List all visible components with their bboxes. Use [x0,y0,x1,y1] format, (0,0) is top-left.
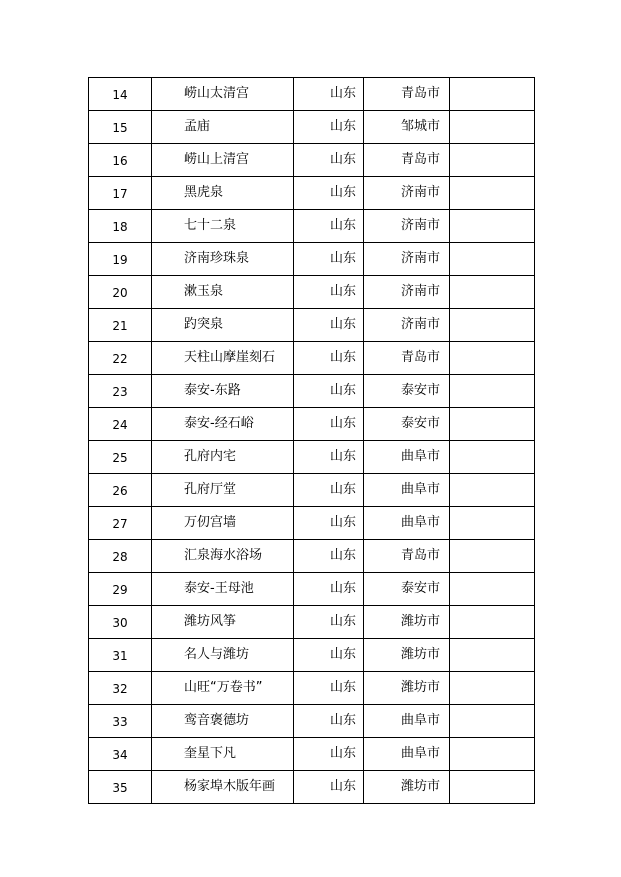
city-cell: 泰安市 [364,573,450,606]
site-name-cell: 名人与潍坊 [152,639,294,672]
row-number-cell: 25 [89,441,152,474]
note-cell [450,177,535,210]
table-row [89,705,535,738]
row-number-cell: 33 [89,705,152,738]
site-name-cell: 鸾音褒德坊 [152,705,294,738]
province-cell: 山东 [294,639,364,672]
province-cell: 山东 [294,507,364,540]
table-row [89,210,535,243]
site-name-cell: 济南珍珠泉 [152,243,294,276]
row-number-cell: 27 [89,507,152,540]
site-name-cell: 泰安-王母池 [152,573,294,606]
table-row [89,177,535,210]
row-number-cell: 34 [89,738,152,771]
province-cell: 山东 [294,573,364,606]
note-cell [450,408,535,441]
table-row [89,507,535,540]
row-number-cell: 28 [89,540,152,573]
row-number-cell: 31 [89,639,152,672]
province-cell: 山东 [294,276,364,309]
site-name-cell: 孟庙 [152,111,294,144]
note-cell [450,375,535,408]
city-cell: 潍坊市 [364,606,450,639]
province-cell: 山东 [294,441,364,474]
province-cell: 山东 [294,111,364,144]
row-number-cell: 22 [89,342,152,375]
city-cell: 济南市 [364,210,450,243]
city-cell: 济南市 [364,243,450,276]
note-cell [450,144,535,177]
province-cell: 山东 [294,738,364,771]
site-name-cell: 汇泉海水浴场 [152,540,294,573]
row-number-cell: 23 [89,375,152,408]
row-number-cell: 24 [89,408,152,441]
city-cell: 曲阜市 [364,474,450,507]
city-cell: 曲阜市 [364,507,450,540]
province-cell: 山东 [294,144,364,177]
table-row [89,474,535,507]
site-name-cell: 七十二泉 [152,210,294,243]
note-cell [450,342,535,375]
table-row [89,441,535,474]
note-cell [450,540,535,573]
province-cell: 山东 [294,540,364,573]
city-cell: 潍坊市 [364,771,450,804]
site-name-cell: 万仞宫墙 [152,507,294,540]
note-cell [450,771,535,804]
table-row [89,375,535,408]
province-cell: 山东 [294,78,364,111]
city-cell: 泰安市 [364,375,450,408]
note-cell [450,639,535,672]
city-cell: 曲阜市 [364,705,450,738]
note-cell [450,573,535,606]
table-row [89,243,535,276]
note-cell [450,243,535,276]
site-name-cell: 奎星下凡 [152,738,294,771]
province-cell: 山东 [294,342,364,375]
province-cell: 山东 [294,771,364,804]
table-body [89,78,535,804]
row-number-cell: 18 [89,210,152,243]
city-cell: 曲阜市 [364,441,450,474]
note-cell [450,705,535,738]
site-name-cell: 天柱山摩崖刻石 [152,342,294,375]
row-number-cell: 16 [89,144,152,177]
table-row [89,342,535,375]
row-number-cell: 19 [89,243,152,276]
city-cell: 青岛市 [364,540,450,573]
site-name-cell: 泰安-东路 [152,375,294,408]
city-cell: 潍坊市 [364,672,450,705]
row-number-cell: 26 [89,474,152,507]
city-cell: 青岛市 [364,342,450,375]
row-number-cell: 15 [89,111,152,144]
city-cell: 邹城市 [364,111,450,144]
site-name-cell: 崂山太清宫 [152,78,294,111]
row-number-cell: 14 [89,78,152,111]
table-row [89,78,535,111]
table-row [89,309,535,342]
table-row [89,144,535,177]
province-cell: 山东 [294,177,364,210]
province-cell: 山东 [294,309,364,342]
site-name-cell: 黑虎泉 [152,177,294,210]
province-cell: 山东 [294,474,364,507]
province-cell: 山东 [294,375,364,408]
row-number-cell: 29 [89,573,152,606]
table-row [89,672,535,705]
site-name-cell: 孔府内宅 [152,441,294,474]
table-row [89,573,535,606]
city-cell: 青岛市 [364,78,450,111]
site-name-cell: 杨家埠木版年画 [152,771,294,804]
province-cell: 山东 [294,606,364,639]
site-name-cell: 孔府厅堂 [152,474,294,507]
city-cell: 青岛市 [364,144,450,177]
table-row [89,738,535,771]
note-cell [450,441,535,474]
site-name-cell: 趵突泉 [152,309,294,342]
city-cell: 济南市 [364,276,450,309]
city-cell: 济南市 [364,177,450,210]
province-cell: 山东 [294,243,364,276]
table-row [89,639,535,672]
note-cell [450,474,535,507]
province-cell: 山东 [294,672,364,705]
row-number-cell: 17 [89,177,152,210]
table-row [89,606,535,639]
note-cell [450,738,535,771]
note-cell [450,111,535,144]
table-row [89,408,535,441]
row-number-cell: 32 [89,672,152,705]
note-cell [450,276,535,309]
site-name-cell: 漱玉泉 [152,276,294,309]
table-row [89,111,535,144]
note-cell [450,78,535,111]
province-cell: 山东 [294,210,364,243]
row-number-cell: 20 [89,276,152,309]
city-cell: 泰安市 [364,408,450,441]
note-cell [450,210,535,243]
row-number-cell: 21 [89,309,152,342]
note-cell [450,606,535,639]
table-row [89,276,535,309]
site-name-cell: 潍坊风筝 [152,606,294,639]
city-cell: 潍坊市 [364,639,450,672]
table-row [89,771,535,804]
note-cell [450,309,535,342]
table-row [89,540,535,573]
city-cell: 曲阜市 [364,738,450,771]
note-cell [450,672,535,705]
site-name-cell: 崂山上清宫 [152,144,294,177]
province-cell: 山东 [294,705,364,738]
row-number-cell: 30 [89,606,152,639]
scenic-spot-table [88,77,535,804]
city-cell: 济南市 [364,309,450,342]
site-name-cell: 山旺“万卷书” [152,672,294,705]
province-cell: 山东 [294,408,364,441]
row-number-cell: 35 [89,771,152,804]
site-name-cell: 泰安-经石峪 [152,408,294,441]
note-cell [450,507,535,540]
